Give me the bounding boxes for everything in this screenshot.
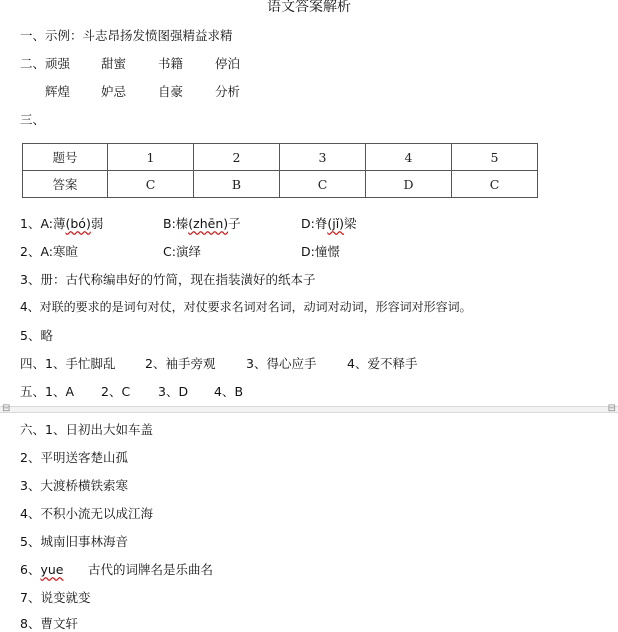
item-5: 5、略: [20, 328, 53, 343]
section-2-label: 二、: [20, 56, 46, 71]
section-2-row-1: [20, 54, 241, 72]
word: 书籍: [158, 56, 184, 71]
section-6-line-5: 5、城南旧事林海音: [20, 534, 128, 549]
answer-item: 1、手忙脚乱: [45, 356, 116, 371]
table-cell: 2: [194, 144, 280, 171]
item-1-d: D:脊(jǐ)梁: [301, 216, 357, 231]
table-cell: B: [194, 171, 280, 198]
word: 辉煌: [45, 84, 71, 99]
section-6-line-6-text: 古代的词牌名是乐曲名: [88, 562, 214, 577]
section-2-row-2: [20, 82, 320, 98]
section-6-line-3: 3、大渡桥横铁索寒: [20, 478, 128, 493]
answer-item: 4、爱不释手: [347, 356, 418, 371]
section-6-line-2: 2、平明送客楚山孤: [20, 450, 128, 465]
word: 甜蜜: [101, 56, 127, 71]
table-cell: 答案: [23, 171, 108, 198]
answer-item: 4、B: [214, 384, 244, 399]
page-break: [0, 403, 618, 415]
item-1: [20, 214, 580, 230]
section-5: [20, 382, 580, 398]
table-cell: C: [452, 171, 538, 198]
table-cell: 3: [280, 144, 366, 171]
section-6-line-6: 6、yue 古代的词牌名是乐曲名: [20, 562, 214, 577]
table-cell: D: [366, 171, 452, 198]
item-3: 3、册：古代称编串好的竹简，现在指装潢好的纸本子: [20, 272, 316, 287]
section-4-label: 四、: [20, 356, 46, 371]
page-title: 语文答案解析: [267, 0, 351, 15]
margin-marker-left-icon: ⊟: [2, 403, 11, 414]
section-6-line-4: 4、不积小流无以成江海: [20, 506, 153, 521]
table-cell: 题号: [23, 144, 108, 171]
margin-marker-right-icon: ⊟: [607, 403, 616, 414]
word: 妒忌: [101, 84, 127, 99]
section-6-line-8: 8、曹文轩: [20, 616, 78, 631]
answer-item: 2、袖手旁观: [145, 356, 216, 371]
table-cell: 5: [452, 144, 538, 171]
word: 自豪: [158, 84, 184, 99]
section-1-line: 一、示例：斗志昂扬发愤图强精益求精: [20, 28, 233, 43]
answer-item: 3、得心应手: [246, 356, 317, 371]
pinyin-yue: yue: [40, 562, 64, 577]
table-cell: 4: [366, 144, 452, 171]
table-row: [23, 171, 538, 198]
item-2-a: 2、A:寒暄: [20, 244, 78, 259]
item-2-d: D:憧憬: [301, 244, 340, 259]
answer-item: 3、D: [158, 384, 189, 399]
answer-item: 1、A: [45, 384, 75, 399]
table-cell: C: [108, 171, 194, 198]
table-cell: C: [280, 171, 366, 198]
item-1-a: 1、A:薄(bó)弱: [20, 216, 104, 231]
word: 顽强: [45, 56, 71, 71]
table-cell: 1: [108, 144, 194, 171]
section-6-line-1: 六、1、日初出大如车盖: [20, 422, 153, 437]
answer-item: 2、C: [101, 384, 131, 399]
item-2-c: C:演绎: [163, 244, 201, 259]
section-3-label: 三、: [20, 112, 46, 127]
section-6-line-7: 7、说变就变: [20, 590, 91, 605]
item-4: 4、对联的要求的是词句对仗，对仗要求名词对名词，动词对动词，形容词对形容词。: [20, 300, 472, 314]
item-1-b: B:榛(zhēn)子: [163, 216, 241, 231]
section-5-label: 五、: [20, 384, 46, 399]
section-4: [20, 354, 580, 370]
page-gap: [0, 406, 618, 413]
item-2: [20, 242, 580, 258]
table-row: [23, 144, 538, 171]
word: 停泊: [215, 56, 241, 71]
answer-table: [22, 143, 538, 198]
word: 分析: [215, 84, 241, 99]
